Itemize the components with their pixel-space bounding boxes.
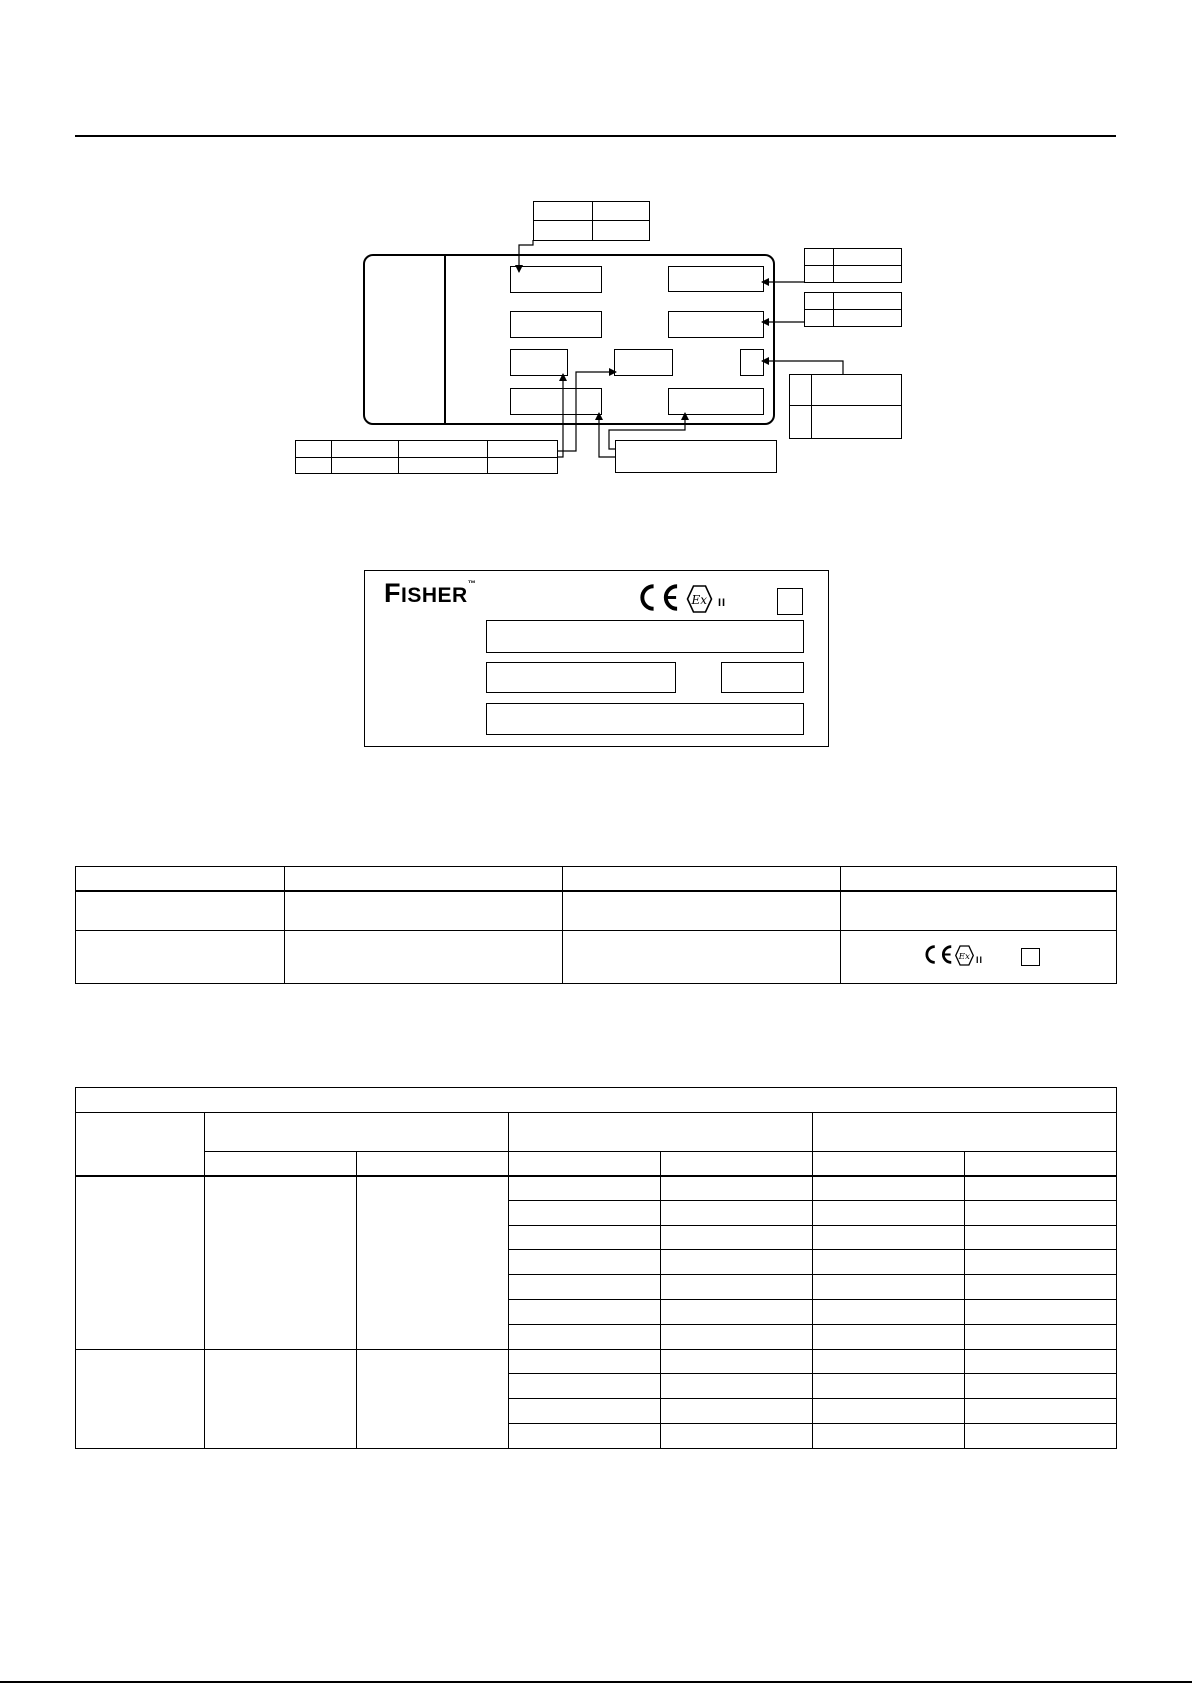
ce-mark-icon <box>634 581 681 614</box>
approval-table <box>75 866 1117 984</box>
table-header-cell <box>76 1113 205 1176</box>
table-cell <box>563 931 841 984</box>
table-cell <box>76 891 285 931</box>
table-cell <box>509 1324 661 1349</box>
table-cell <box>661 1200 813 1225</box>
table-cell <box>813 1275 965 1300</box>
table-cell <box>841 891 1117 931</box>
arrow-icon <box>762 361 843 374</box>
table-cell <box>661 1399 813 1424</box>
table-cell <box>661 1324 813 1349</box>
table-cell <box>661 1374 813 1399</box>
table-group-cell <box>357 1349 509 1448</box>
table-row <box>76 1176 1117 1201</box>
equipment-group-mark: II <box>718 597 727 609</box>
trademark-symbol: ™ <box>467 579 476 588</box>
table-header-cell <box>841 867 1117 891</box>
table-cell <box>965 1176 1117 1201</box>
arrow-icon <box>609 413 685 449</box>
table-header-cell <box>76 867 285 891</box>
table-cell <box>813 1399 965 1424</box>
table-cell <box>509 1225 661 1250</box>
logo-text: FISHER <box>384 578 468 608</box>
table-header-group-cell <box>509 1113 813 1152</box>
arrow-icon <box>519 240 533 272</box>
ex-mark-letters: Ex <box>958 952 970 963</box>
table-header-cell <box>813 1152 965 1176</box>
nameplate-field-3 <box>721 662 804 693</box>
table-cell <box>509 1275 661 1300</box>
ex-hexagon-icon <box>686 585 713 613</box>
table-cell <box>661 1176 813 1201</box>
footer-rule <box>0 1681 1192 1683</box>
table-header-cell <box>661 1152 813 1176</box>
table-cell <box>965 1423 1117 1448</box>
table-cell <box>509 1176 661 1201</box>
table-header-cell <box>509 1152 661 1176</box>
table-cell <box>661 1225 813 1250</box>
table-group-cell <box>76 1176 205 1350</box>
table-cell <box>813 1349 965 1374</box>
table-cell <box>813 1299 965 1324</box>
ex-hexagon-icon <box>955 945 974 966</box>
table-cell <box>965 1299 1117 1324</box>
nameplate-marking-box <box>777 588 803 615</box>
table-cell <box>813 1374 965 1399</box>
table-group-cell <box>76 1349 205 1448</box>
table-group-cell <box>357 1176 509 1350</box>
table-cell <box>965 1324 1117 1349</box>
ex-mark-letters: Ex <box>691 593 708 607</box>
table-cell <box>661 1299 813 1324</box>
parameters-table <box>75 1087 1117 1449</box>
brand-logo <box>384 580 476 607</box>
table-header-group-cell <box>813 1113 1117 1152</box>
table-row <box>76 891 1117 931</box>
arrow-icon <box>557 374 563 457</box>
table-cell <box>76 931 285 984</box>
table-cell <box>509 1200 661 1225</box>
table-cell <box>813 1324 965 1349</box>
table-cell <box>965 1200 1117 1225</box>
table-cell <box>285 891 563 931</box>
table-header-cell <box>965 1152 1117 1176</box>
table-cell <box>813 1176 965 1201</box>
table-cell <box>965 1374 1117 1399</box>
table-cell <box>965 1250 1117 1275</box>
table-cell <box>509 1299 661 1324</box>
table-cell <box>285 931 563 984</box>
ce-mark-icon <box>921 943 954 966</box>
table-cell <box>563 891 841 931</box>
arrow-icon <box>599 413 615 457</box>
table-cell <box>813 1250 965 1275</box>
table-cell <box>813 1225 965 1250</box>
nameplate-field-1 <box>486 620 804 653</box>
table-header-cell <box>205 1152 357 1176</box>
table-group-cell <box>205 1176 357 1350</box>
table-cell <box>813 1200 965 1225</box>
arrow-icon <box>557 372 616 451</box>
table-header-cell <box>357 1152 509 1176</box>
table-cell <box>509 1399 661 1424</box>
table-cell <box>965 1225 1117 1250</box>
table-cell <box>661 1349 813 1374</box>
table-cell <box>509 1423 661 1448</box>
table-header-cell <box>285 867 563 891</box>
table-cell <box>965 1349 1117 1374</box>
table-cell <box>661 1275 813 1300</box>
marking-box <box>1021 948 1040 966</box>
table-cell <box>965 1399 1117 1424</box>
table-cell <box>509 1374 661 1399</box>
nameplate-field-2 <box>486 662 676 693</box>
table-row <box>76 1349 1117 1374</box>
nameplate-field-4 <box>486 703 804 735</box>
table-cell <box>661 1250 813 1275</box>
table-cell <box>661 1423 813 1448</box>
table-header-group-cell <box>205 1113 509 1152</box>
leader-arrows <box>0 0 1192 500</box>
table-cell <box>509 1349 661 1374</box>
table-title-cell <box>76 1088 1117 1113</box>
table-cell <box>965 1275 1117 1300</box>
equipment-group-mark: II <box>976 955 984 965</box>
table-header-cell <box>563 867 841 891</box>
table-cell <box>813 1423 965 1448</box>
table-cell <box>509 1250 661 1275</box>
table-group-cell <box>205 1349 357 1448</box>
